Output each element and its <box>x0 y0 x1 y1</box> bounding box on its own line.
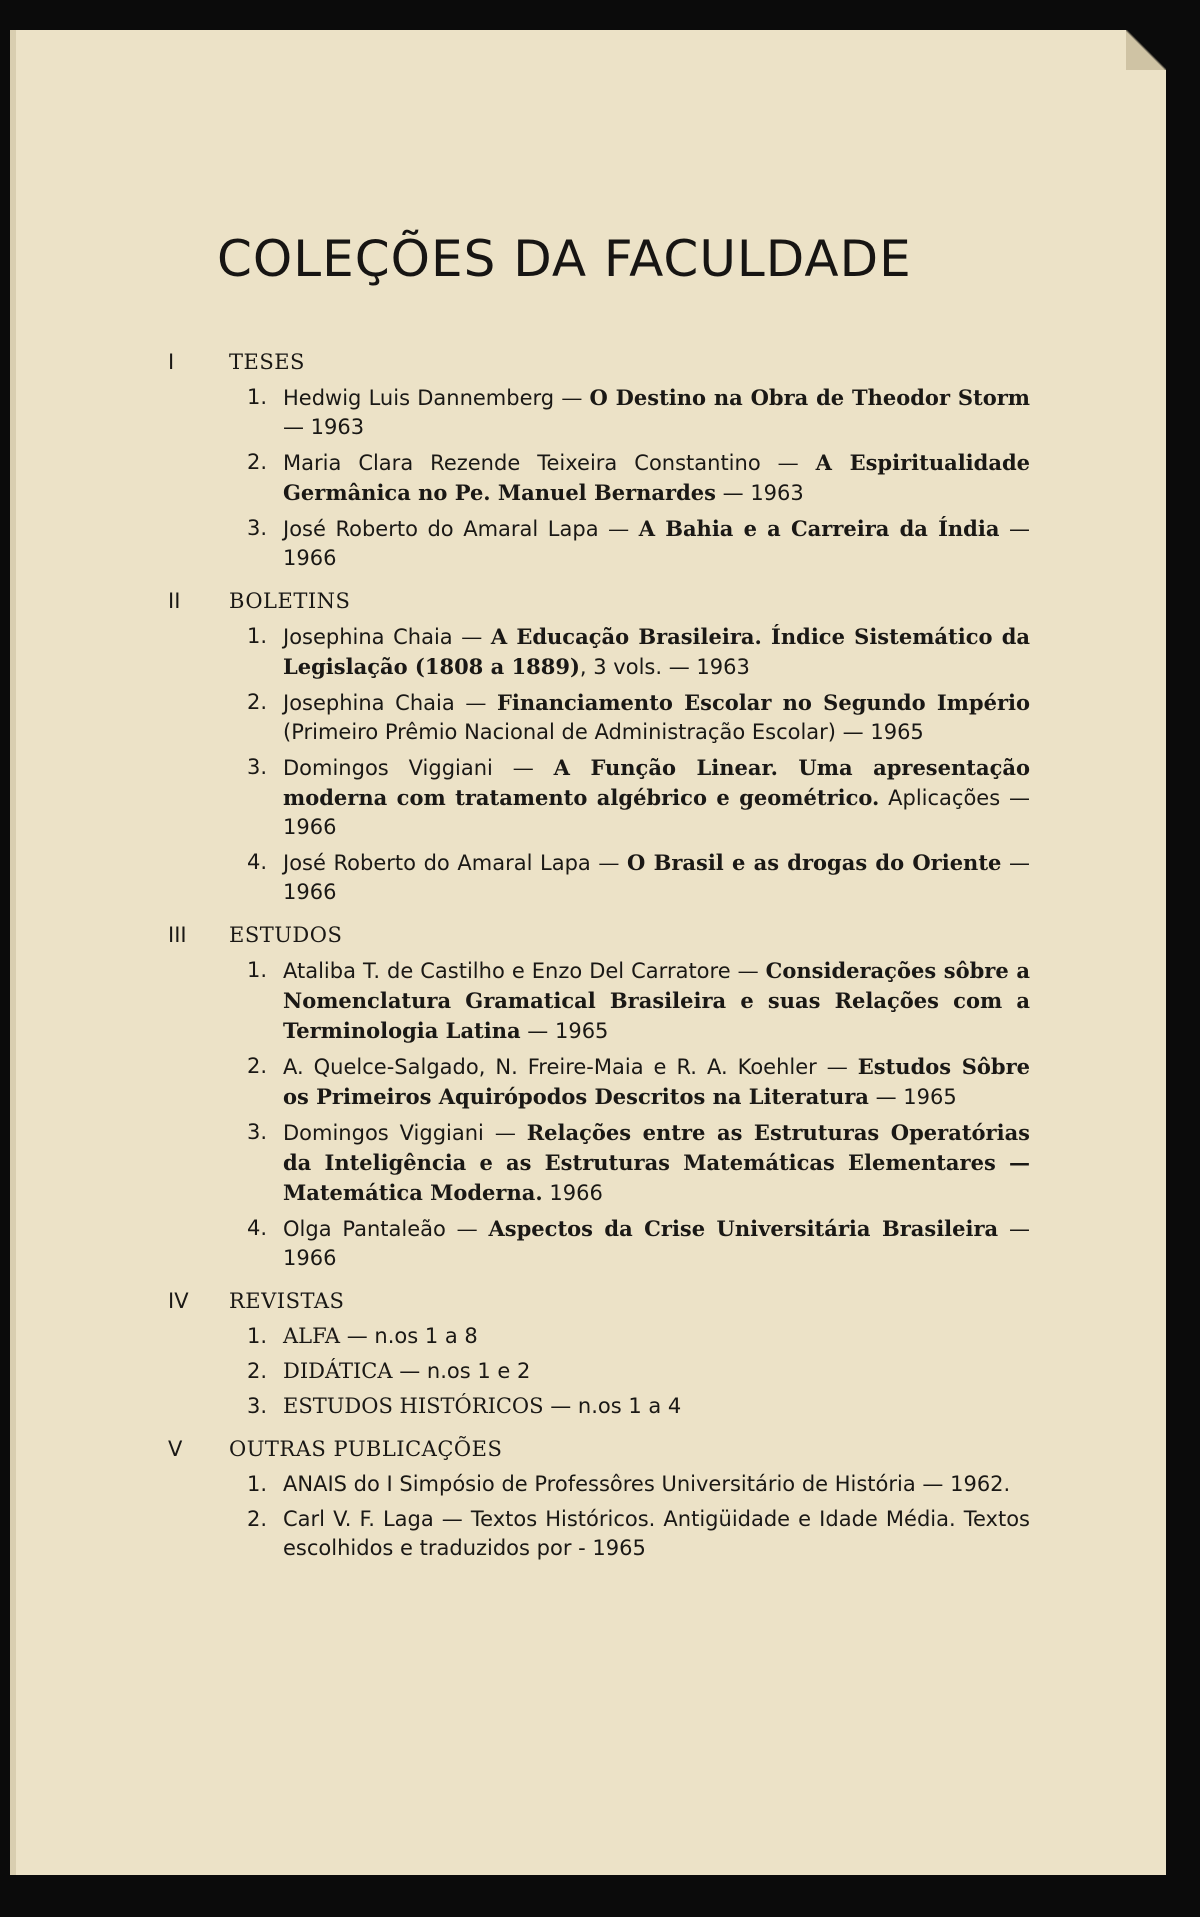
item-author: ALFA <box>283 1324 341 1348</box>
item-author: ANAIS do I Simpósio de Professôres Universitário de História <box>283 1472 916 1496</box>
item-tail: Aplicações — 1966 <box>283 786 1030 839</box>
item-author: José Roberto do Amaral Lapa <box>283 517 599 541</box>
item-number: 4. <box>246 1216 267 1240</box>
item-work: A Educação Brasileira. Índice Sistemático da Legislação (1808 a 1889) <box>283 624 1030 679</box>
item-author: A. Quelce-Salgado, N. Freire-Maia e R. A. Koehler <box>283 1055 817 1079</box>
item-number: 2. <box>246 690 267 714</box>
item-author: DIDÁTICA <box>283 1359 393 1383</box>
section-estudos <box>168 921 1030 1273</box>
item-tail: — 1966 <box>283 1217 1030 1270</box>
list-item: 2. A. Quelce-Salgado, N. Freire-Maia e R. A. Koehler — Estudos Sôbre os Primeiros Aquirópodos Descritos na Literatura — 1965 <box>168 1052 1030 1112</box>
item-author: Domingos Viggiani <box>283 756 493 780</box>
section-boletins <box>168 587 1030 907</box>
list-item <box>168 1322 1030 1351</box>
section-outras-publicacoes <box>168 1435 1030 1563</box>
item-number: 4. <box>246 850 267 874</box>
section-number: III <box>168 923 187 947</box>
item-number: 1. <box>246 624 267 648</box>
section-teses <box>168 348 1030 573</box>
list-item <box>168 1470 1030 1499</box>
item-tail: 1966 <box>549 1181 603 1205</box>
item-tail: — 1965 <box>875 1085 957 1109</box>
section-heading: REVISTAS <box>229 1289 345 1313</box>
item-number: 1. <box>246 1472 267 1496</box>
book-page <box>10 30 1166 1875</box>
item-tail: - 1965 <box>578 1536 646 1560</box>
item-work: A Espiritualidade Germânica no Pe. Manuel Bernardes <box>283 450 1030 505</box>
section-heading: OUTRAS PUBLICAÇÕES <box>229 1437 503 1461</box>
list-item: 4. José Roberto do Amaral Lapa — O Brasil e as drogas do Oriente — 1966 <box>168 848 1030 907</box>
list-item: 2. Maria Clara Rezende Teixeira Constantino — A Espiritualidade Germânica no Pe. Manuel Bernardes — 1963 <box>168 448 1030 508</box>
section-number: I <box>168 350 175 374</box>
item-tail: — n.os 1 e 2 <box>399 1359 531 1383</box>
list-item: 3. Domingos Viggiani — A Função Linear. Uma apresentação moderna com tratamento algébrico e geométrico. Aplicações — 1966 <box>168 753 1030 842</box>
item-author: José Roberto do Amaral Lapa <box>283 851 591 875</box>
item-author: Carl V. F. Laga — Textos Históricos. Antigüidade e Idade Média. Textos escolhidos e traduzidos por <box>283 1507 1030 1560</box>
item-tail: — 1963 <box>722 481 804 505</box>
section-heading: BOLETINS <box>229 589 351 613</box>
item-author: Ataliba T. de Castilho e Enzo Del Carratore <box>283 959 731 983</box>
item-tail: — n.os 1 a 4 <box>550 1394 682 1418</box>
section-heading: TESES <box>229 350 305 374</box>
list-item: 2. Josephina Chaia — Financiamento Escolar no Segundo Império (Primeiro Prêmio Nacional de Administração Escolar) — 1965 <box>168 688 1030 747</box>
item-number: 1. <box>246 958 267 982</box>
item-tail: , 3 vols. — 1963 <box>579 655 750 679</box>
list-item: 4. Olga Pantaleão — Aspectos da Crise Universitária Brasileira — 1966 <box>168 1214 1030 1273</box>
item-work: Relações entre as Estruturas Operatórias da Inteligência e as Estruturas Matemáticas Elementares — Matemática Moderna. <box>283 1120 1030 1205</box>
item-tail: — 1966 <box>283 517 1030 570</box>
item-number: 3. <box>246 1120 267 1144</box>
item-work: Aspectos da Crise Universitária Brasileira <box>488 1216 999 1241</box>
list-item <box>168 1505 1030 1563</box>
item-tail: (Primeiro Prêmio Nacional de Administração Escolar) — 1965 <box>283 720 924 744</box>
section-number: II <box>168 589 181 613</box>
page-corner-fold <box>1126 30 1166 70</box>
item-work: A Bahia e a Carreira da Índia <box>638 516 1000 541</box>
item-author: Josephina Chaia <box>283 625 453 649</box>
section-number: V <box>168 1437 183 1461</box>
list-item: 3. José Roberto do Amaral Lapa — A Bahia e a Carreira da Índia — 1966 <box>168 514 1030 573</box>
item-work: O Destino na Obra de Theodor Storm <box>589 385 1031 410</box>
item-number: 2. <box>246 1507 267 1531</box>
item-author: Olga Pantaleão <box>283 1217 446 1241</box>
item-number: 1. <box>246 1324 267 1348</box>
item-tail: — 1966 <box>283 851 1031 904</box>
item-number: 3. <box>246 516 267 540</box>
item-author: Hedwig Luis Dannemberg <box>283 386 555 410</box>
item-tail: — n.os 1 a 8 <box>346 1324 478 1348</box>
item-work: A Função Linear. Uma apresentação moderna com tratamento algébrico e geométrico. <box>283 755 1030 810</box>
list-item: 1. Josephina Chaia — A Educação Brasileira. Índice Sistemático da Legislação (1808 a 1889), 3 vols. — 1963 <box>168 622 1030 682</box>
item-number: 3. <box>246 755 267 779</box>
item-tail: — 1962. <box>922 1472 1011 1496</box>
list-item: 1. Ataliba T. de Castilho e Enzo Del Carratore — Considerações sôbre a Nomenclatura Gramatical Brasileira e suas Relações com a Terminologia Latina — 1965 <box>168 956 1030 1046</box>
list-item: 3. Domingos Viggiani — Relações entre as Estruturas Operatórias da Inteligência e as Estruturas Matemáticas Elementares — Matemática Moderna. 1966 <box>168 1118 1030 1208</box>
item-author: Maria Clara Rezende Teixeira Constantino <box>283 451 761 475</box>
list-item <box>168 1357 1030 1386</box>
section-number: IV <box>168 1289 189 1313</box>
item-tail: — 1965 <box>527 1019 609 1043</box>
item-tail: — 1963 <box>283 415 365 439</box>
item-number: 1. <box>246 385 267 409</box>
item-author: Domingos Viggiani <box>283 1121 484 1145</box>
collections-list <box>168 348 1030 1577</box>
list-item: 1. Hedwig Luis Dannemberg — O Destino na Obra de Theodor Storm — 1963 <box>168 383 1030 442</box>
item-work: Financiamento Escolar no Segundo Império <box>496 690 1030 715</box>
item-number: 2. <box>246 1054 267 1078</box>
item-number: 2. <box>246 1359 267 1383</box>
item-author: Josephina Chaia <box>283 691 455 715</box>
section-revistas <box>168 1287 1030 1421</box>
item-number: 3. <box>246 1394 267 1418</box>
item-work: Estudos Sôbre os Primeiros Aquirópodos Descritos na Literatura <box>283 1054 1030 1109</box>
list-item <box>168 1392 1030 1421</box>
item-work: O Brasil e as drogas do Oriente <box>627 850 1002 875</box>
section-heading: ESTUDOS <box>229 923 343 947</box>
item-work: Considerações sôbre a Nomenclatura Gramatical Brasileira e suas Relações com a Terminologia Latina <box>283 958 1030 1043</box>
item-number: 2. <box>246 450 267 474</box>
item-author: ESTUDOS HISTÓRICOS <box>283 1394 544 1418</box>
page-title: COLEÇÕES DA FACULDADE <box>217 230 912 288</box>
